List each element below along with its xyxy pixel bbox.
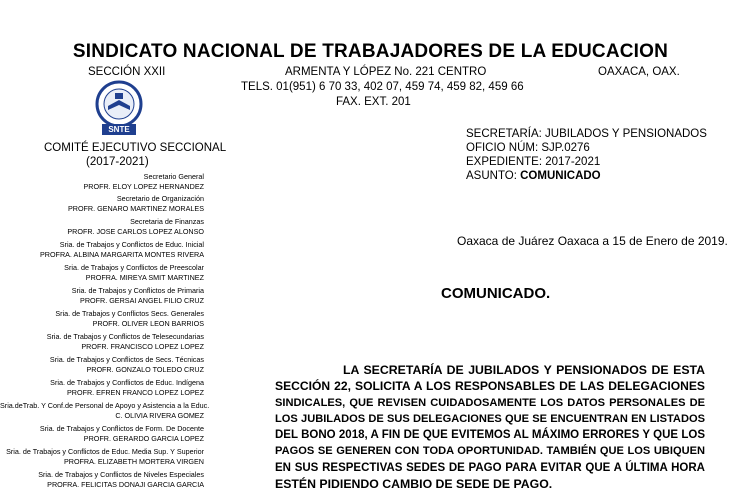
- city-label: OAXACA, OAX.: [598, 66, 680, 78]
- date-line: Oaxaca de Juárez Oaxaca a 15 de Enero de 2019.: [457, 234, 728, 248]
- logo-text: SNTE: [108, 125, 130, 134]
- staff-list: [0, 172, 210, 493]
- body-line: LA SECRETARÍA DE JUBILADOS Y PENSIONADOS DE ESTA: [343, 363, 705, 377]
- snte-logo: [92, 80, 146, 138]
- oficio-line: OFICIO NÚM: SJP.0276: [466, 142, 590, 154]
- body-paragraph: [275, 362, 705, 492]
- body-line: SECCIÓN 22, SOLICITA A LOS RESPONSABLES DE LAS DELEGACIONES: [275, 379, 705, 394]
- letterhead-title: SINDICATO NACIONAL DE TRABAJADORES DE LA EDUCACION: [72, 41, 669, 62]
- phones-line: TELS. 01(951) 6 70 33, 402 07, 459 74, 459 82, 459 66: [241, 81, 524, 93]
- staff-entry: Sria. de Trabajos y Conflictos de Primaria PROFR. GERSAI ANGEL FILIO CRUZ: [71, 286, 204, 305]
- body-line: ESTÉN PIDIENDO CAMBIO DE SEDE DE PAGO.: [275, 477, 553, 492]
- document-heading: COMUNICADO.: [441, 285, 551, 302]
- body-line: SINDICALES, QUE REVISEN CUIDADOSAMENTE LOS DATOS PERSONALES DE: [275, 396, 705, 409]
- staff-entry: Sria. de Trabajos y Conflictos de Educ. Inicial PROFRA. ALBINA MARGARITA MONTES RIVERA: [39, 240, 204, 259]
- staff-entry: Secretario General PROFR. ELOY LOPEZ HERNANDEZ: [83, 172, 204, 191]
- staff-entry: Sria. de Trabajos y Conflictos de Niveles Especiales PROFRA. FELICITAS DONAJI GARCIA GARCIA: [38, 470, 204, 489]
- staff-entry: Sria. de Trabajos y Conflictos de Form. De Docente PROFR. GERARDO GARCIA LOPEZ: [39, 424, 204, 443]
- staff-entry: Sria. de Trabajos y Conflictos de Preescolar PROFRA. MIREYA SMIT MARTINEZ: [64, 263, 204, 282]
- committee-period: (2017-2021): [86, 156, 149, 168]
- body-line: EN SUS RESPECTIVAS SEDES DE PAGO PARA EVITAR QUE A ÚLTIMA HORA: [275, 461, 705, 474]
- staff-entry: Sria. de Trabajos y Conflictos Secs. Generales PROFR. OLIVER LEON BARRIOS: [55, 309, 204, 328]
- expediente-line: EXPEDIENTE: 2017-2021: [466, 156, 601, 168]
- staff-entry: Sria. de Trabajos y Conflictos de Secs. Técnicas PROFR. GONZALO TOLEDO CRUZ: [49, 355, 204, 374]
- fax-line: FAX. EXT. 201: [336, 96, 411, 108]
- staff-entry: Secretario de Organización PROFR. GENARO MARTINEZ MORALES: [67, 194, 204, 213]
- body-line: LOS JUBILADOS DE SUS DELEGACIONES QUE SE ENCUENTRAN EN LISTADOS: [275, 412, 705, 425]
- staff-entry: Secretaria de Finanzas PROFR. JOSE CARLOS LOPEZ ALONSO: [67, 217, 204, 236]
- staff-entry: Sria. de Trabajos y Conflictos de Educ. Media Sup. Y Superior PROFRA. ELIZABETH MORTERA VIRGEN: [6, 447, 204, 466]
- staff-entry: Sria.deTrab. Y Conf.de Personal de Apoyo y Asistencia a la Educ. C. OLIVIA RIVERA GOMEZ: [0, 401, 210, 420]
- body-line: PAGOS SE GENEREN CON TODA OPORTUNIDAD. TAMBIÉN QUE LOS UBIQUEN: [275, 445, 705, 458]
- asunto-label: ASUNTO:: [466, 170, 517, 182]
- secretaria-line: SECRETARÍA: JUBILADOS Y PENSIONADOS: [466, 128, 707, 140]
- asunto-value: COMUNICADO: [520, 170, 601, 182]
- staff-entry: Sria. de Trabajos y Conflictos de Educ. Indígena PROFR. EFREN FRANCO LOPEZ LOPEZ: [50, 378, 204, 397]
- section-label: SECCIÓN XXII: [88, 66, 166, 78]
- address-line: ARMENTA Y LÓPEZ No. 221 CENTRO: [285, 66, 487, 78]
- asunto-line: [466, 170, 601, 182]
- body-line: DEL BONO 2018, A FIN DE QUE EVITEMOS AL MÁXIMO ERRORES Y QUE LOS: [275, 429, 705, 442]
- committee-title: COMITÉ EJECUTIVO SECCIONAL: [44, 142, 227, 154]
- staff-entry: Sria. de Trabajos y Conflictos de Telesecundarias PROFR. FRANCISCO LOPEZ LOPEZ: [46, 332, 204, 351]
